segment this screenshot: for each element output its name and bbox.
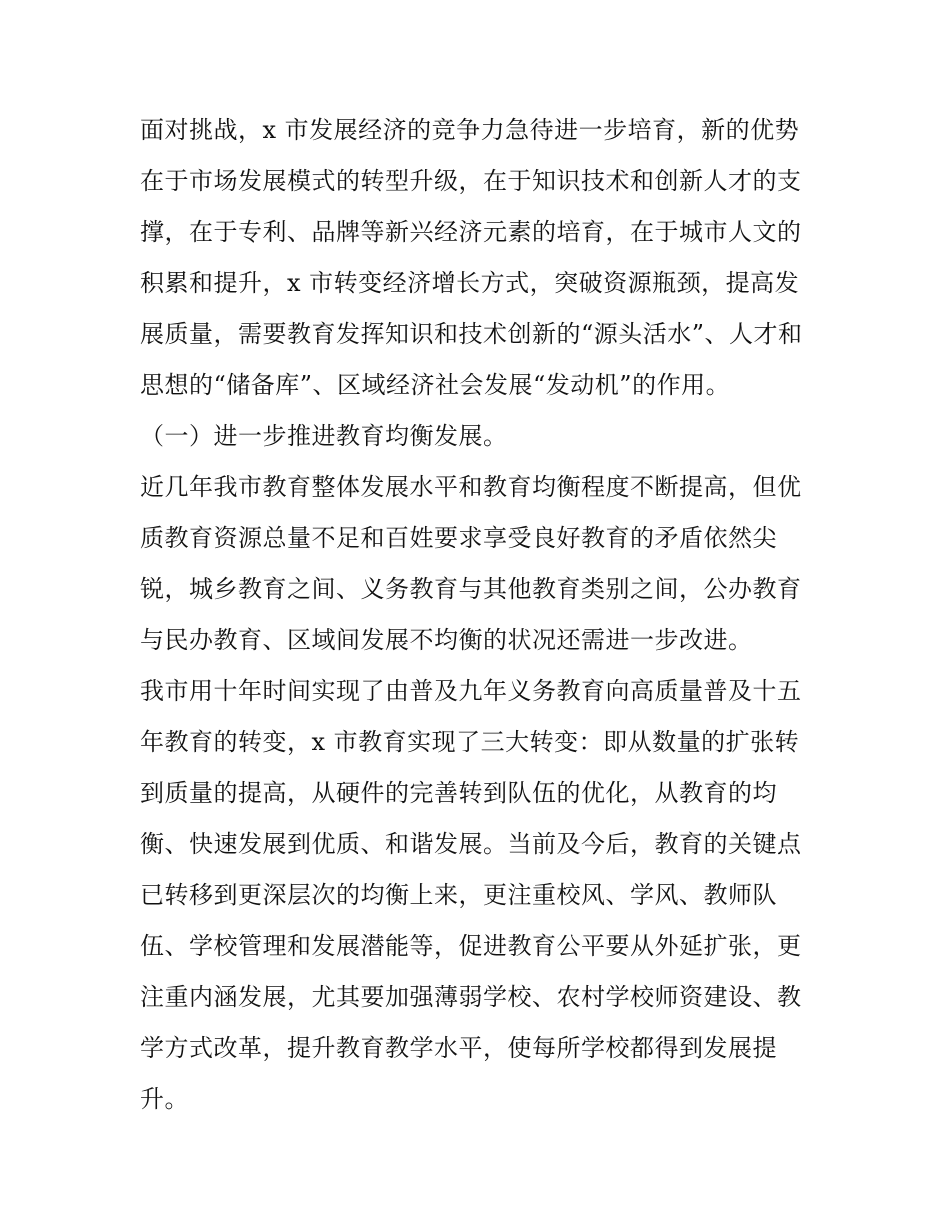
text-line: 已转移到更深层次的均衡上来，更注重校风、学风、教师队 [140,881,777,909]
text-line: 我市用十年时间实现了由普及九年义务教育向高质量普及十五 [140,677,802,705]
text-line: 展质量，需要教育发挥知识和技术创新的“源头活水”、人才和 [140,320,803,348]
text-line: 升。 [140,1085,189,1113]
text-line: 面对挑战，x 市发展经济的竞争力急待进一步培育，新的优势 [140,116,800,144]
text-line: 近几年我市教育整体发展水平和教育均衡程度不断提高，但优 [140,473,802,501]
text-line: 年教育的转变，x 市教育实现了三大转变：即从数量的扩张转 [140,728,800,756]
text-line: 锐，城乡教育之间、义务教育与其他教育类别之间，公办教育 [140,575,802,603]
text-line: 思想的“储备库”、区域经济社会发展“发动机”的作用。 [140,371,731,399]
text-line: 注重内涵发展，尤其要加强薄弱学校、农村学校师资建设、教 [140,983,802,1011]
text-line: 学方式改革，提升教育教学水平，使每所学校都得到发展提 [140,1034,777,1062]
text-line: 撑，在于专利、品牌等新兴经济元素的培育，在于城市人文的 [140,218,802,246]
text-line: 质教育资源总量不足和百姓要求享受良好教育的矛盾依然尖 [140,524,777,552]
text-line: 伍、学校管理和发展潜能等，促进教育公平要从外延扩张，更 [140,932,802,960]
text-line: 在于市场发展模式的转型升级，在于知识技术和创新人才的支 [140,167,802,195]
text-line: 积累和提升，x 市转变经济增长方式，突破资源瓶颈，提高发 [140,269,800,297]
text-line: 与民办教育、区域间发展不均衡的状况还需进一步改进。 [140,626,753,654]
section-heading: （一）进一步推进教育均衡发展。 [140,422,508,450]
text-line: 衡、快速发展到优质、和谐发展。当前及今后，教育的关键点 [140,830,802,858]
document-body [140,108,815,1128]
text-line: 到质量的提高，从硬件的完善转到队伍的优化，从教育的均 [140,779,777,807]
